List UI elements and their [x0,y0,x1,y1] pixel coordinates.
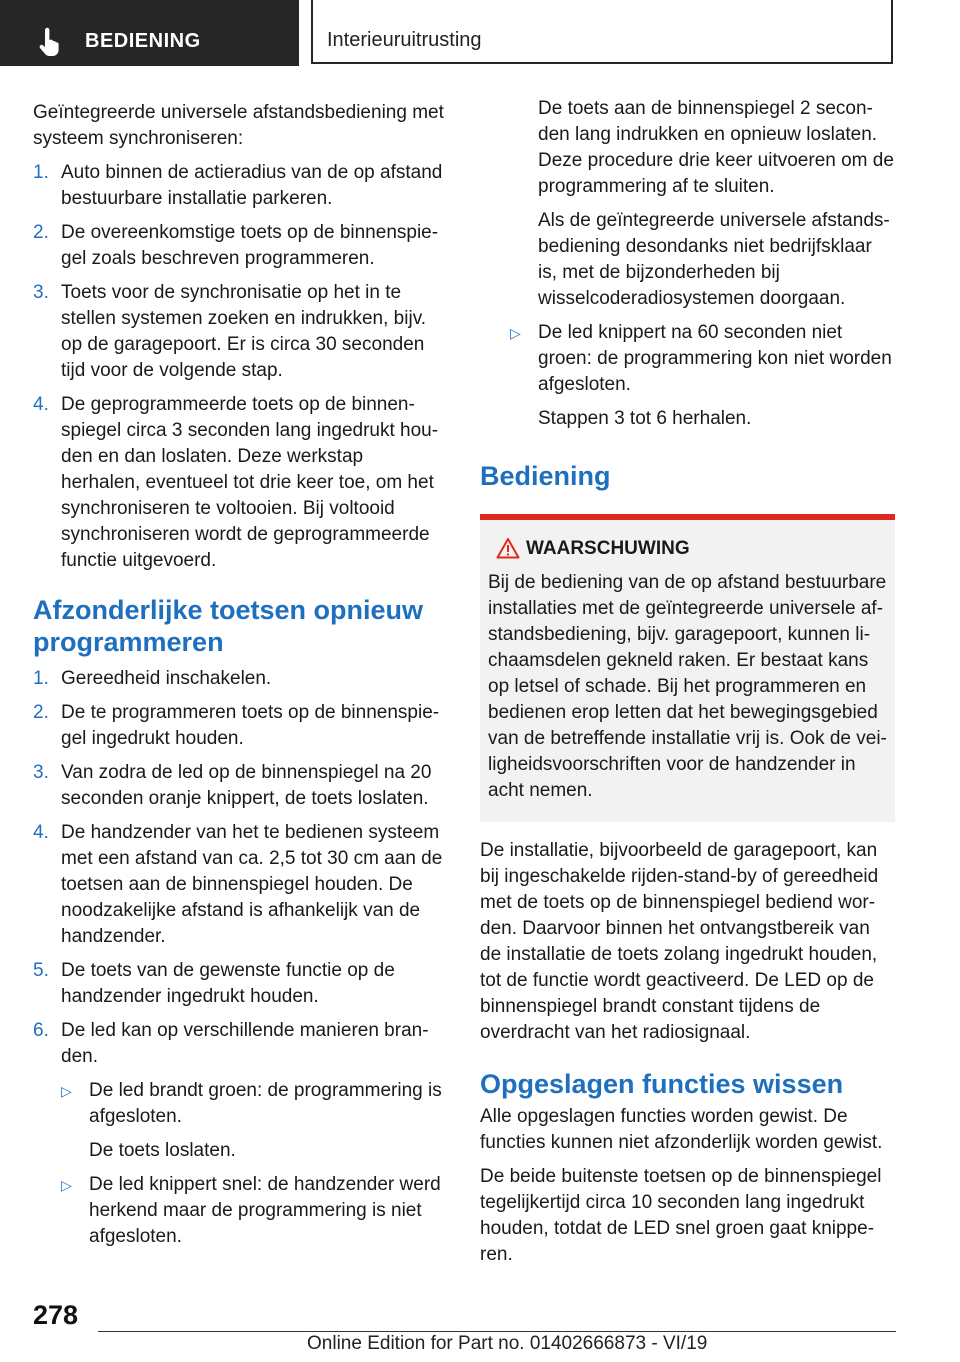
chapter-title: Interieuruitrusting [327,29,482,51]
left-column [33,100,447,1258]
section-label: BEDIENING [85,30,201,52]
list-item [33,760,447,812]
warning-title: WAARSCHUWING [526,538,690,559]
reprogram-steps-list [33,666,447,1070]
list-item [33,392,447,574]
sub-list-item [61,1078,447,1130]
body-paragraph: De beide buitenste toetsen op de binnenspiegel tegelijkertijd circa 10 seconden lang ingedrukt houden, totdat de LED snel groen gaat knipperen. [480,1166,882,1265]
section-heading: Bediening [480,461,611,491]
section-heading: Afzonderlijke toetsen opnieuw programmeren [33,595,424,657]
continued-paragraph: De toets aan de binnenspiegel 2 seconden lang indrukken en opnieuw loslaten. Deze procedure drie keer uitvoeren om de programmering af te sluiten. [538,98,894,197]
warning-triangle-icon [496,537,520,559]
step-number: 2. [33,702,49,723]
right-column [480,96,895,1276]
triangle-bullet-icon: ▷ [61,1177,72,1193]
list-item [33,700,447,752]
sub-list-item [61,1172,447,1250]
step-text: De handzender van het te bedienen systeem met een afstand van ca. 2,5 tot 30 cm aan de toetsen aan de binnenspiegel houden. De noodzakelijke afstand is afhankelijk van de handzender. [61,822,443,947]
list-item [33,220,447,272]
step-number: 1. [33,668,49,689]
warning-text: Bij de bediening van de op afstand bestuurbare installaties met de geïntegreerde universele afstandsbediening, bijv. garagepoort, kunnen lichaamsdelen gekneld raken. Er bestaat kans op letsel of schade. Bij het programmeren en bedienen erop letten dat het bewegingsgebied van de betreffende installatie vrij is. Ook de veiligheidsvoorschriften voor de handzender in acht nemen. [488,572,887,801]
hand-pointer-icon [36,26,68,58]
step-text: De overeenkomstige toets op de binnenspiegel zoals beschreven programmeren. [61,222,439,269]
section-heading: Opgeslagen functies wissen [480,1069,844,1099]
step-text: Van zodra de led op de binnenspiegel na 20 seconden oranje knippert, de toets loslaten. [61,762,432,809]
step-number: 1. [33,162,49,183]
list-item [33,820,447,950]
list-item [33,280,447,384]
sub-item-text: De led knippert na 60 seconden niet groen: de programmering kon niet worden afgesloten. [538,322,892,395]
section-tab [0,0,299,66]
step-text: De toets van de gewenste functie op de handzender ingedrukt houden. [61,960,395,1007]
continued-paragraph: Als de geïntegreerde universele afstandsbediening desondanks niet bedrijfsklaar is, met de bijzonderheden bij wisselcoderadiosystemen doorgaan. [538,210,890,309]
list-item [33,958,447,1010]
body-paragraph: De installatie, bijvoorbeeld de garagepoort, kan bij ingeschakelde rijden-stand-by of gereedheid met de toets op de binnenspiegel bediend worden. Daarvoor binnen het ontvangstbereik van de installatie de toets zolang ingedrukt houden, tot de functie wordt geactiveerd. De LED op de binnenspiegel brandt constant tijdens de overdracht van het radiosignaal. [480,840,879,1043]
step-text: De geprogrammeerde toets op de binnenspiegel circa 3 seconden lang ingedrukt houden en dan loslaten. Deze werkstap herhalen, eventueel tot drie keer toe, om het synchroniseren te voltooien. Bij voltooid synchroniseren wordt de geprogrammeerde functie uitgevoerd. [61,394,439,571]
page-header [0,0,960,66]
step-text: Auto binnen de actieradius van de op afstand bestuurbare installatie parkeren. [61,162,443,209]
sub-item-text: De led knippert snel: de handzender werd herkend maar de programmering is niet afgesloten. [89,1174,441,1247]
footer-edition: Online Edition for Part no. 01402666873 - VI/19 [307,1333,708,1354]
warning-header [488,536,887,562]
chapter-title-box [311,0,893,64]
warning-box [480,520,895,822]
sub-item-note: De toets loslaten. [89,1140,236,1161]
intro-paragraph: Geïntegreerde universele afstandsbediening met systeem synchroniseren: [33,102,444,149]
sub-list [33,1078,447,1250]
list-item [33,160,447,212]
step-number: 4. [33,394,49,415]
sub-list-item [510,320,895,398]
step-text: Gereedheid inschakelen. [61,668,272,689]
sub-item-text: De led brandt groen: de programmering is afgesloten. [89,1080,442,1127]
list-item [33,1018,447,1070]
sync-steps-list [33,160,447,574]
step-text: De led kan op verschillende manieren branden. [61,1020,429,1067]
step-number: 3. [33,762,49,783]
triangle-bullet-icon: ▷ [510,325,521,341]
step-number: 6. [33,1020,49,1041]
body-paragraph: Alle opgeslagen functies worden gewist. De functies kunnen niet afzonderlijk worden gewist. [480,1106,883,1153]
step-number: 4. [33,822,49,843]
step-number: 5. [33,960,49,981]
triangle-bullet-icon: ▷ [61,1083,72,1099]
step-text: Toets voor de synchronisatie op het in te stellen systemen zoeken en indrukken, bijv. op de garagepoort. Er is circa 30 seconden tijd voor de volgende stap. [61,282,427,381]
sub-item-note: Stappen 3 tot 6 herhalen. [538,408,752,429]
step-number: 2. [33,222,49,243]
step-number: 3. [33,282,49,303]
footer-rule [98,1331,896,1332]
page-number: 278 [33,1300,79,1330]
list-item [33,666,447,692]
step-text: De te programmeren toets op de binnenspiegel ingedrukt houden. [61,702,440,749]
